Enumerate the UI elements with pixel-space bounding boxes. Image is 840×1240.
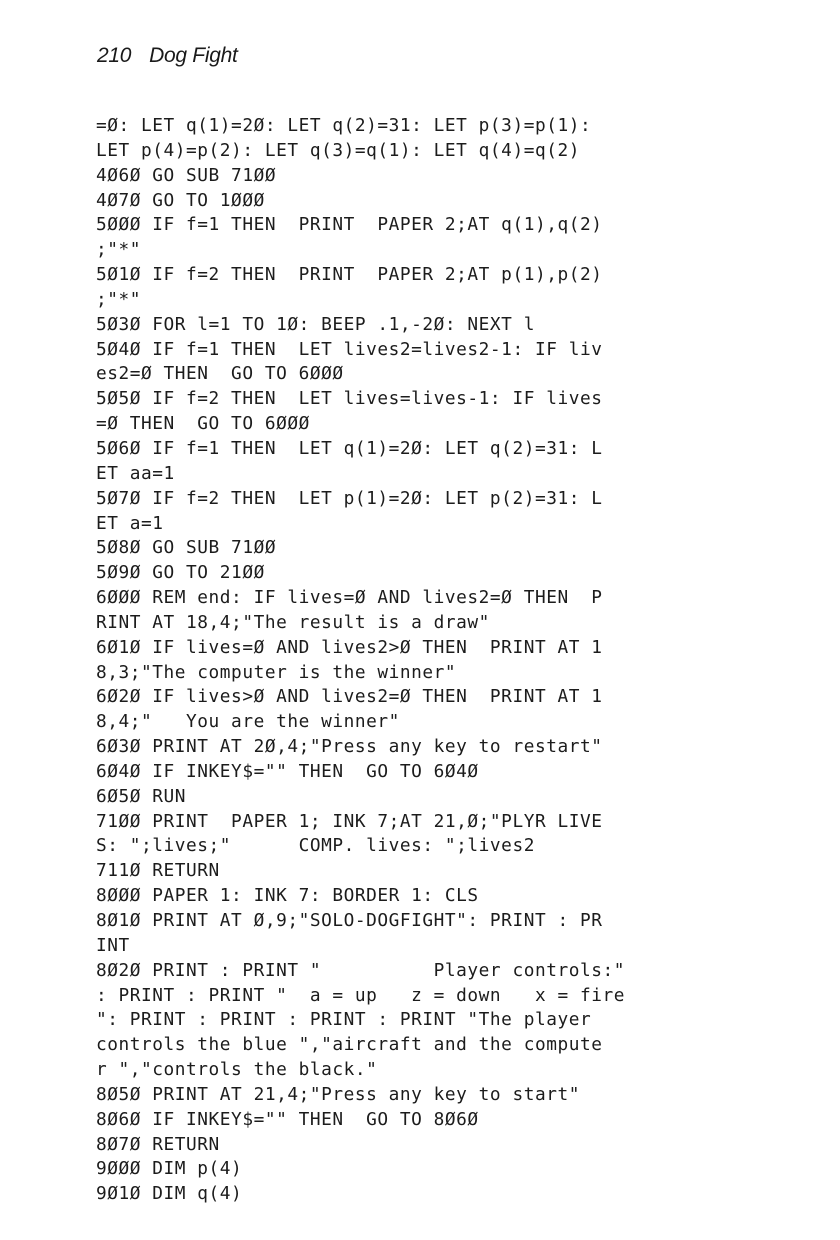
code-line: 71ØØ PRINT PAPER 1; INK 7;AT 21,Ø;"PLYR LIVE	[96, 810, 603, 832]
code-line: 6Ø1Ø IF lives=Ø AND lives2>Ø THEN PRINT AT 1	[96, 636, 603, 658]
code-line: : PRINT : PRINT " a = up z = down x = fire	[96, 984, 625, 1006]
code-line: 6Ø2Ø IF lives>Ø AND lives2=Ø THEN PRINT AT 1	[96, 686, 603, 708]
code-line: 9ØØØ DIM p(4)	[96, 1158, 243, 1180]
code-line: 5Ø5Ø IF f=2 THEN LET lives=lives-1: IF lives	[96, 388, 603, 410]
code-line: es2=Ø THEN GO TO 6ØØØ	[96, 363, 344, 385]
code-line: S: ";lives;" COMP. lives: ";lives2	[96, 835, 535, 857]
code-line: ;"*"	[96, 239, 142, 261]
code-line: 8Ø7Ø RETURN	[96, 1133, 220, 1155]
basic-program-listing	[96, 114, 756, 1207]
code-line: 5Ø9Ø GO TO 21ØØ	[96, 562, 265, 584]
code-line: 8ØØØ PAPER 1: INK 7: BORDER 1: CLS	[96, 885, 479, 907]
code-line: 5Ø8Ø GO SUB 71ØØ	[96, 537, 277, 559]
code-line: r ","controls the black."	[96, 1059, 378, 1081]
code-line: 8Ø1Ø PRINT AT Ø,9;"SOLO-DOGFIGHT": PRINT : PR	[96, 910, 603, 931]
code-line: ET aa=1	[96, 462, 175, 484]
code-line: 8Ø5Ø PRINT AT 21,4;"Press any key to start"	[96, 1083, 580, 1105]
code-line: 5Ø7Ø IF f=2 THEN LET p(1)=2Ø: LET p(2)=31: L	[96, 487, 603, 509]
page-number: 210	[97, 44, 132, 67]
code-line: 8Ø2Ø PRINT : PRINT " Player controls:"	[96, 959, 625, 981]
code-line: ;"*"	[96, 288, 142, 310]
code-line: controls the blue ","aircraft and the compute	[96, 1034, 603, 1056]
code-line: 5Ø1Ø IF f=2 THEN PRINT PAPER 2;AT p(1),p(2)	[96, 264, 603, 286]
code-line: 711Ø RETURN	[96, 860, 220, 882]
running-head	[97, 44, 238, 68]
code-line: 5ØØØ IF f=1 THEN PRINT PAPER 2;AT q(1),q(2)	[96, 214, 603, 236]
code-line: =Ø THEN GO TO 6ØØØ	[96, 413, 310, 435]
code-line: 6Ø5Ø RUN	[96, 785, 187, 807]
code-line: 8Ø6Ø IF INKEY$="" THEN GO TO 8Ø6Ø	[96, 1108, 479, 1130]
code-line: 9Ø1Ø DIM q(4)	[96, 1183, 243, 1205]
code-line: =Ø: LET q(1)=2Ø: LET q(2)=31: LET p(3)=p(1):	[96, 115, 592, 136]
code-line: 8,4;" You are the winner"	[96, 711, 400, 733]
chapter-title: Dog Fight	[149, 44, 238, 67]
code-line: ": PRINT : PRINT : PRINT : PRINT "The player	[96, 1009, 592, 1031]
code-line: 5Ø3Ø FOR l=1 TO 1Ø: BEEP .1,-2Ø: NEXT l	[96, 313, 535, 335]
code-line: LET p(4)=p(2): LET q(3)=q(1): LET q(4)=q(2)	[96, 139, 580, 161]
code-line: 4Ø7Ø GO TO 1ØØØ	[96, 189, 265, 211]
code-line: 6ØØØ REM end: IF lives=Ø AND lives2=Ø THEN P	[96, 587, 603, 609]
code-line: ET a=1	[96, 512, 164, 534]
code-line: 8,3;"The computer is the winner"	[96, 661, 457, 683]
code-line: 6Ø3Ø PRINT AT 2Ø,4;"Press any key to restart"	[96, 736, 603, 758]
code-line: RINT AT 18,4;"The result is a draw"	[96, 611, 490, 633]
code-line: INT	[96, 934, 130, 956]
code-line: 5Ø4Ø IF f=1 THEN LET lives2=lives2-1: IF liv	[96, 338, 603, 360]
code-line: 6Ø4Ø IF INKEY$="" THEN GO TO 6Ø4Ø	[96, 760, 479, 782]
code-line: 5Ø6Ø IF f=1 THEN LET q(1)=2Ø: LET q(2)=31: L	[96, 437, 603, 459]
code-line: 4Ø6Ø GO SUB 71ØØ	[96, 164, 277, 186]
